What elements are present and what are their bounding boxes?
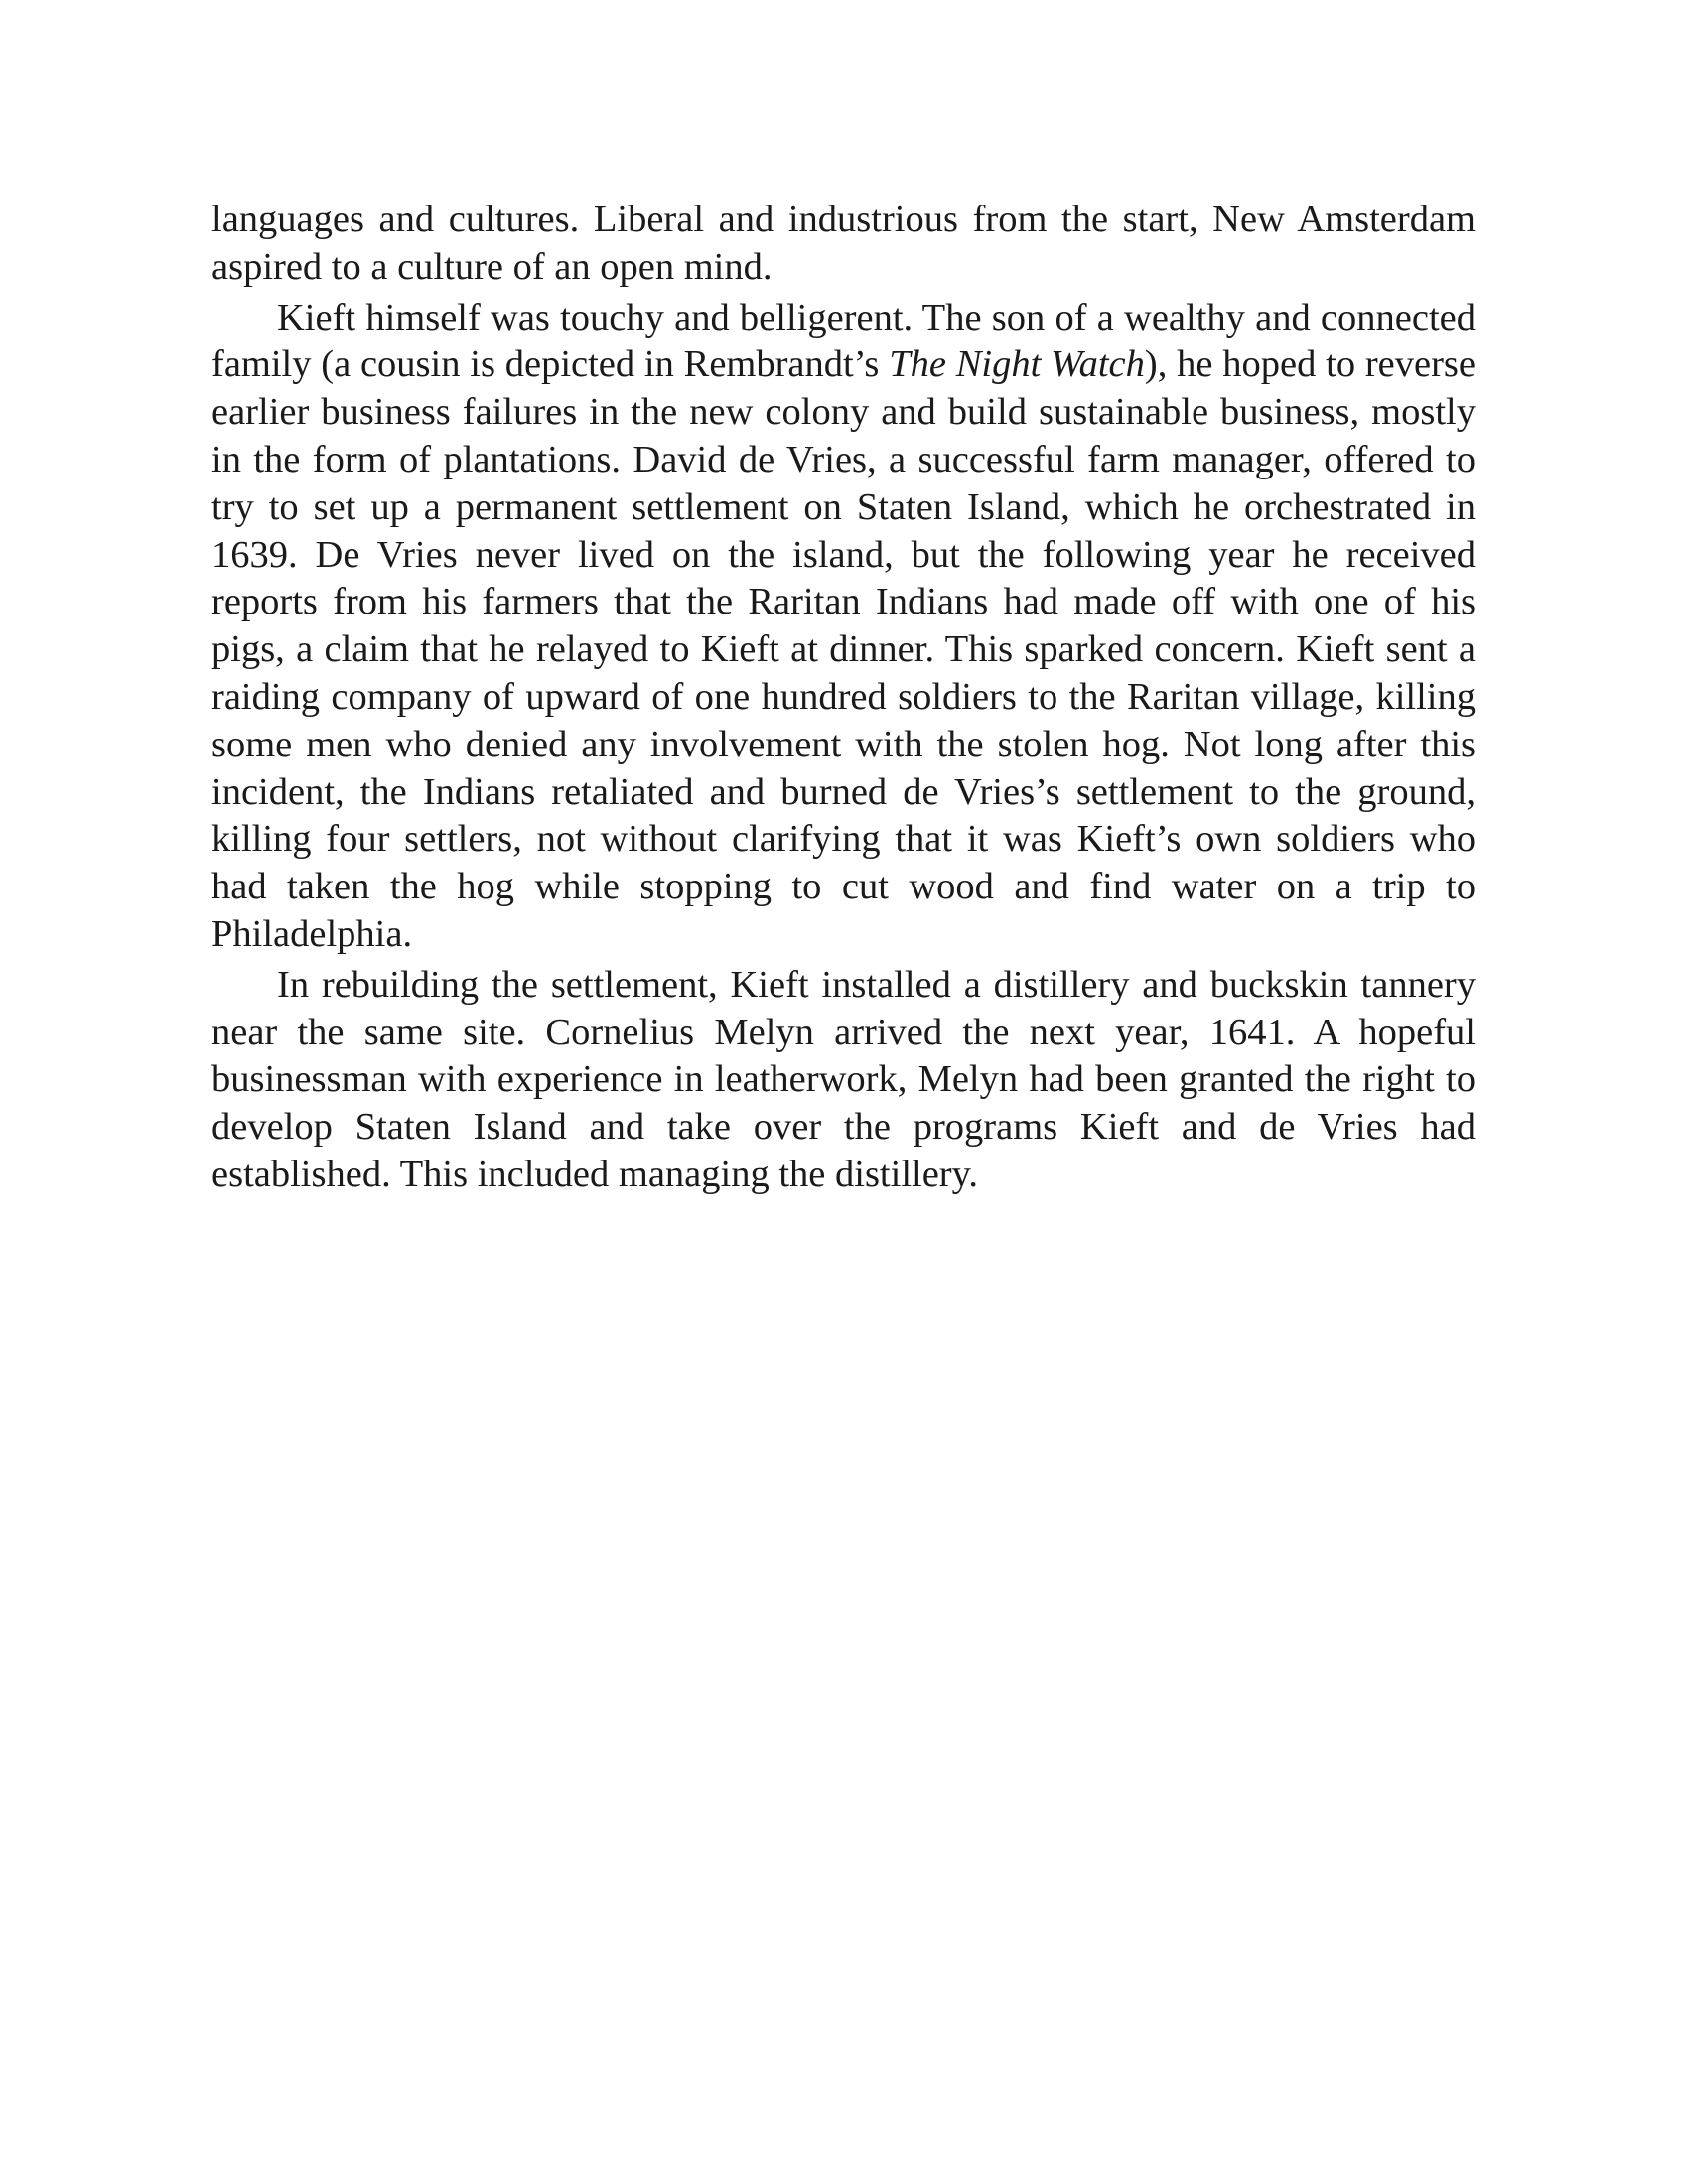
paragraph-text: ), he hoped to reverse earlier business failures in the new colony and build sustainable business, mostly in the form of plantations. David de Vries, a successful farm manager, offered to try to set up a permanent settlement on Staten Island, which he orchestrated in 1639. De Vries never lived on the island, but the following year he received reports from his farmers that the Raritan Indians had made off with one of his pigs, a claim that he relayed to Kieft at dinner. This sparked concern. Kieft sent a raiding company of upward of one hundred soldiers to the Raritan village, killing some men who denied any involvement with the stolen hog. Not long after this incident, the Indians retaliated and burned de Vries’s settlement to the ground, killing four settlers, not without clarifying that it was Kieft’s own soldiers who had taken the hog while stopping to cut wood and find water on a trip to Philadelphia. <box>211 343 1476 955</box>
paragraph-rebuilding <box>211 962 1476 1199</box>
paragraph-text: languages and cultures. Liberal and industrious from the start, New Amsterdam aspired to a culture of an open mind. <box>211 199 1476 288</box>
document-page <box>211 197 1476 1202</box>
paragraph-kieft <box>211 295 1476 959</box>
italic-title-night-watch: The Night Watch <box>889 343 1145 386</box>
paragraph-text: Kieft himself was touchy and belligerent. The son of a wealthy and connected family (a cousin is depicted in Rembrandt’s <box>211 296 1476 386</box>
paragraph-text: In rebuilding the settlement, Kieft installed a distillery and buckskin tannery near the same site. Cornelius Melyn arrived the next year, 1641. A hopeful businessman with experience in leatherwork, Melyn had been granted the right to develop Staten Island and take over the programs Kieft and de Vries had established. This included managing the distillery. <box>211 963 1476 1195</box>
paragraph-continuation <box>211 197 1476 292</box>
